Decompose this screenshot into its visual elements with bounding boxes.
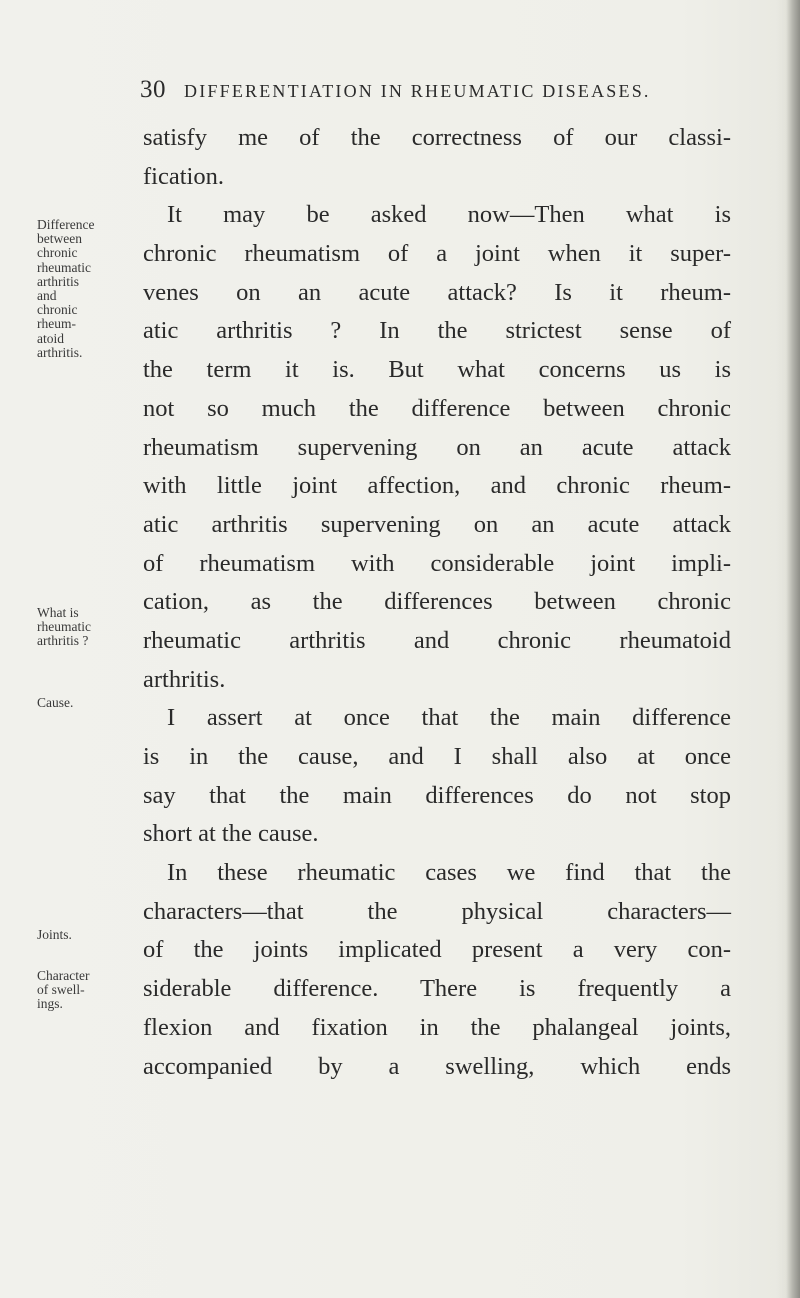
margin-note-line: What is — [37, 605, 79, 620]
text-line: It may be asked now—Then what is — [167, 201, 731, 229]
margin-note-line: and — [37, 288, 57, 304]
text-line: short at the cause. — [143, 820, 319, 848]
text-line: say that the main differences do not stop — [143, 781, 731, 809]
margin-note-line: atoid — [37, 330, 64, 346]
text-line: is in the cause, and I shall also at once — [143, 743, 731, 770]
text-line: In these rheumatic cases we find that the — [167, 859, 731, 887]
margin-note-line: chronic — [37, 302, 78, 318]
margin-note-line: arthritis. — [37, 344, 83, 360]
text-line: rheumatism supervening on an acute attack — [143, 433, 731, 461]
text-line: venes on an acute attack? Is it rheum- — [143, 278, 731, 306]
text-line: of the joints implicated present a very con- — [143, 936, 731, 964]
margin-note-what-is — [37, 606, 137, 649]
running-title: DIFFERENTIATION IN RHEUMATIC DISEASES. — [184, 81, 651, 101]
margin-note-cause — [37, 696, 137, 710]
text-line: chronic rheumatism of a joint when it super- — [143, 240, 731, 268]
text-line: I assert at once that the main difference — [167, 704, 731, 732]
text-line: siderable difference. There is frequently a — [143, 975, 731, 1003]
text-line: atic arthritis supervening on an acute attack — [143, 510, 731, 538]
margin-note-line: Character — [37, 968, 90, 983]
body-text — [143, 119, 731, 1086]
text-line: rheumatic arthritis and chronic rheumatoid — [143, 626, 731, 654]
text-line: cation, as the differences between chronic — [143, 588, 731, 616]
text-line: the term it is. But what concerns us is — [143, 356, 731, 384]
margin-note-difference — [37, 218, 137, 360]
margin-note-line: chronic — [37, 245, 78, 261]
text-line: arthritis. — [143, 665, 226, 693]
margin-note-line: between — [37, 231, 82, 247]
text-line: of rheumatism with considerable joint impli- — [143, 549, 731, 577]
margin-note-line: ings. — [37, 996, 63, 1012]
page-number: 30 — [140, 76, 166, 103]
text-line: with little joint affection, and chronic rheum- — [143, 472, 731, 500]
margin-note-line: Difference — [37, 217, 95, 232]
running-head — [140, 76, 730, 104]
text-line: flexion and fixation in the phalangeal joints, — [143, 1013, 731, 1041]
margin-note-line: of swell- — [37, 982, 85, 998]
text-line: accompanied by a swelling, which ends — [143, 1052, 731, 1080]
margin-note-line: Cause. — [37, 695, 74, 710]
margin-note-line: arthritis ? — [37, 633, 89, 649]
text-line: not so much the difference between chronic — [143, 394, 731, 422]
margin-note-line: rheumatic — [37, 619, 91, 635]
text-line: characters—that the physical characters— — [143, 897, 731, 925]
margin-note-line: arthritis — [37, 273, 79, 289]
margin-note-line: rheumatic — [37, 259, 91, 275]
text-line: satisfy me of the correctness of our classi- — [143, 124, 731, 151]
text-line: atic arthritis ? In the strictest sense of — [143, 317, 731, 345]
text-line: fication. — [143, 162, 224, 190]
margin-note-joints — [37, 928, 137, 942]
page-edge-shadow — [786, 0, 800, 1298]
margin-note-line: rheum- — [37, 316, 76, 332]
margin-note-line: Joints. — [37, 927, 72, 942]
margin-note-character — [37, 969, 137, 1012]
